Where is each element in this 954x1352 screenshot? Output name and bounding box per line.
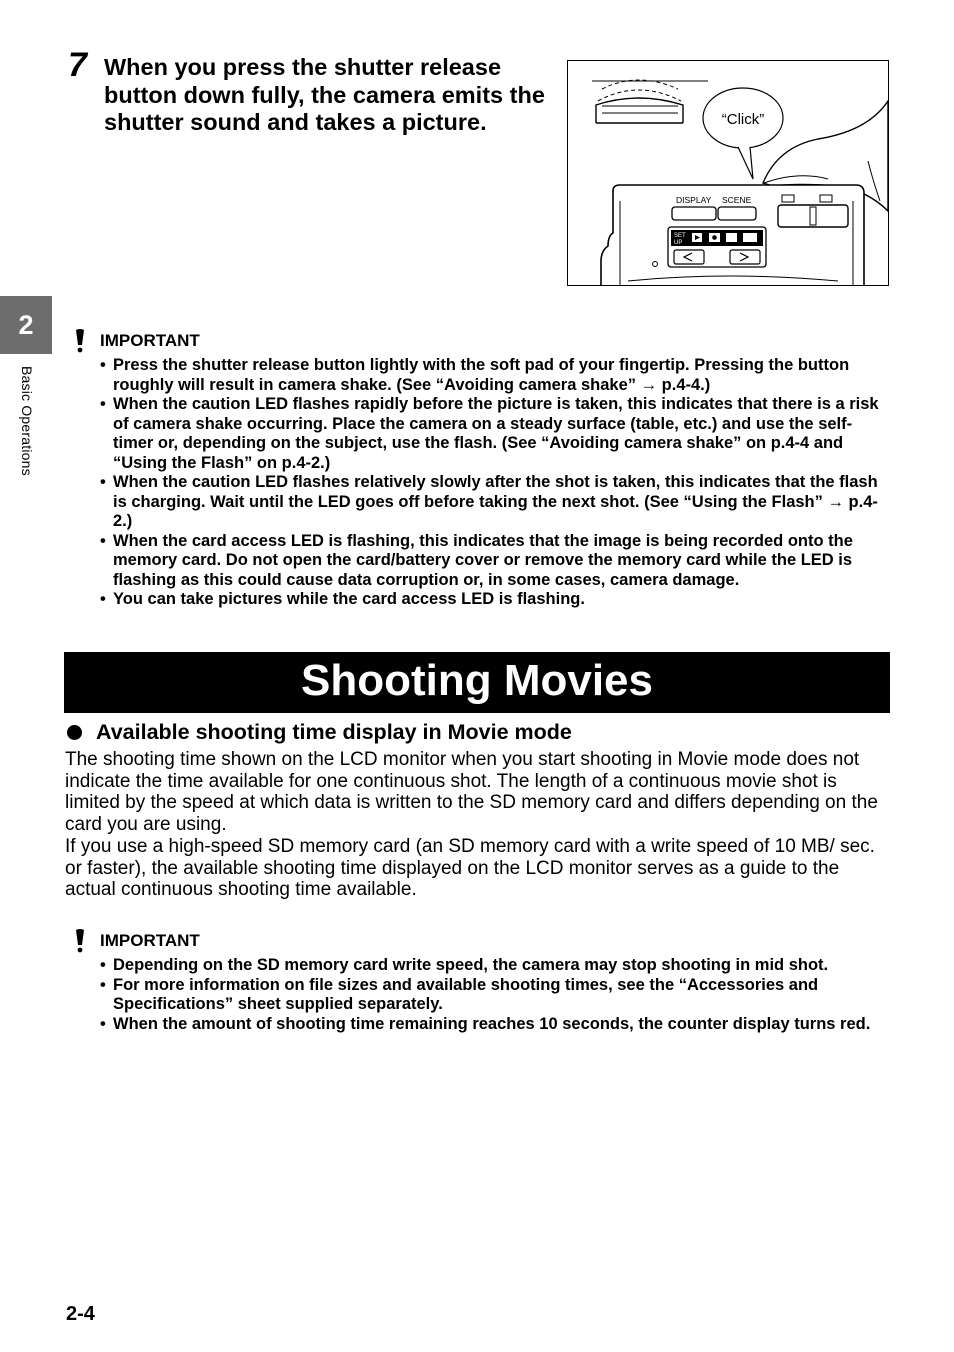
- list-item: • You can take pictures while the card access LED is flashing.: [72, 590, 892, 610]
- section-body: [65, 749, 895, 901]
- list-item: • Press the shutter release button lightly with the soft pad of your fingertip. Pressing the button roughly will result in camera shake. (See “Avoiding camera shake” → p.4-4.): [72, 356, 892, 395]
- step-number: 7: [68, 46, 87, 84]
- display-label: DISPLAY: [676, 195, 712, 205]
- important-list: [72, 956, 892, 1034]
- setup-label-bottom: UP: [674, 240, 683, 246]
- list-item: • For more information on file sizes and available shooting times, see the “Accessories and Specifications” sheet supplied separately.: [72, 976, 892, 1015]
- scene-label: SCENE: [722, 195, 752, 205]
- setup-label-top: SET: [674, 233, 686, 239]
- camera-illustration: [567, 60, 889, 286]
- important-notice-1: [72, 328, 892, 610]
- page-number: 2-4: [66, 1303, 95, 1325]
- important-list: [72, 356, 892, 610]
- subheading-text: Available shooting time display in Movie mode: [96, 720, 572, 744]
- camera-top-drawing: [568, 61, 888, 285]
- list-item: • When the caution LED flashes rapidly before the picture is taken, this indicates that there is a risk of camera shake occurring. Place the camera on a steady surface (table, etc.) and use the self-timer or, depending on the subject, use the flash. (See “Avoiding camera shake” on p.4-4 and “Using the Flash” on p.4-2.): [72, 395, 892, 473]
- click-label: “Click”: [721, 111, 765, 128]
- important-heading: IMPORTANT: [100, 931, 200, 950]
- list-item: • When the amount of shooting time remaining reaches 10 seconds, the counter display turns red.: [72, 1015, 892, 1035]
- exclamation-icon: [72, 928, 100, 954]
- section-title: Shooting Movies: [64, 652, 890, 713]
- paragraph: If you use a high-speed SD memory card (an SD memory card with a write speed of 10 MB/ sec. or faster), the available shooting time displayed on the LCD monitor serves as a guide to the actual continuous shooting time available.: [65, 835, 875, 901]
- important-heading: IMPORTANT: [100, 331, 200, 350]
- list-item: • Depending on the SD memory card write speed, the camera may stop shooting in mid shot.: [72, 956, 892, 976]
- chapter-label: Basic Operations: [19, 366, 35, 476]
- bullet-icon: [67, 725, 82, 740]
- paragraph: The shooting time shown on the LCD monitor when you start shooting in Movie mode does not indicate the time available for one continuous shot. The length of a continuous movie shot is limited by the speed at which data is written to the SD memory card and differs depending on the card you are using.: [65, 749, 878, 836]
- list-item: • When the card access LED is flashing, this indicates that the image is being recorded onto the memory card. Do not open the card/battery cover or remove the memory card while the LED is flashing as this could cause data corruption or, in some cases, camera damage.: [72, 532, 892, 591]
- chapter-tab: 2: [0, 296, 52, 354]
- exclamation-icon: [72, 328, 100, 354]
- step-text: When you press the shutter release button down fully, the camera emits the shutter sound and takes a picture.: [104, 54, 545, 135]
- section-subheading: [65, 720, 572, 745]
- list-item: • When the caution LED flashes relatively slowly after the shot is taken, this indicates that the flash is charging. Wait until the LED goes off before taking the next shot. (See “Using the Flash” → p.4-2.): [72, 473, 892, 532]
- important-notice-2: [72, 928, 892, 1034]
